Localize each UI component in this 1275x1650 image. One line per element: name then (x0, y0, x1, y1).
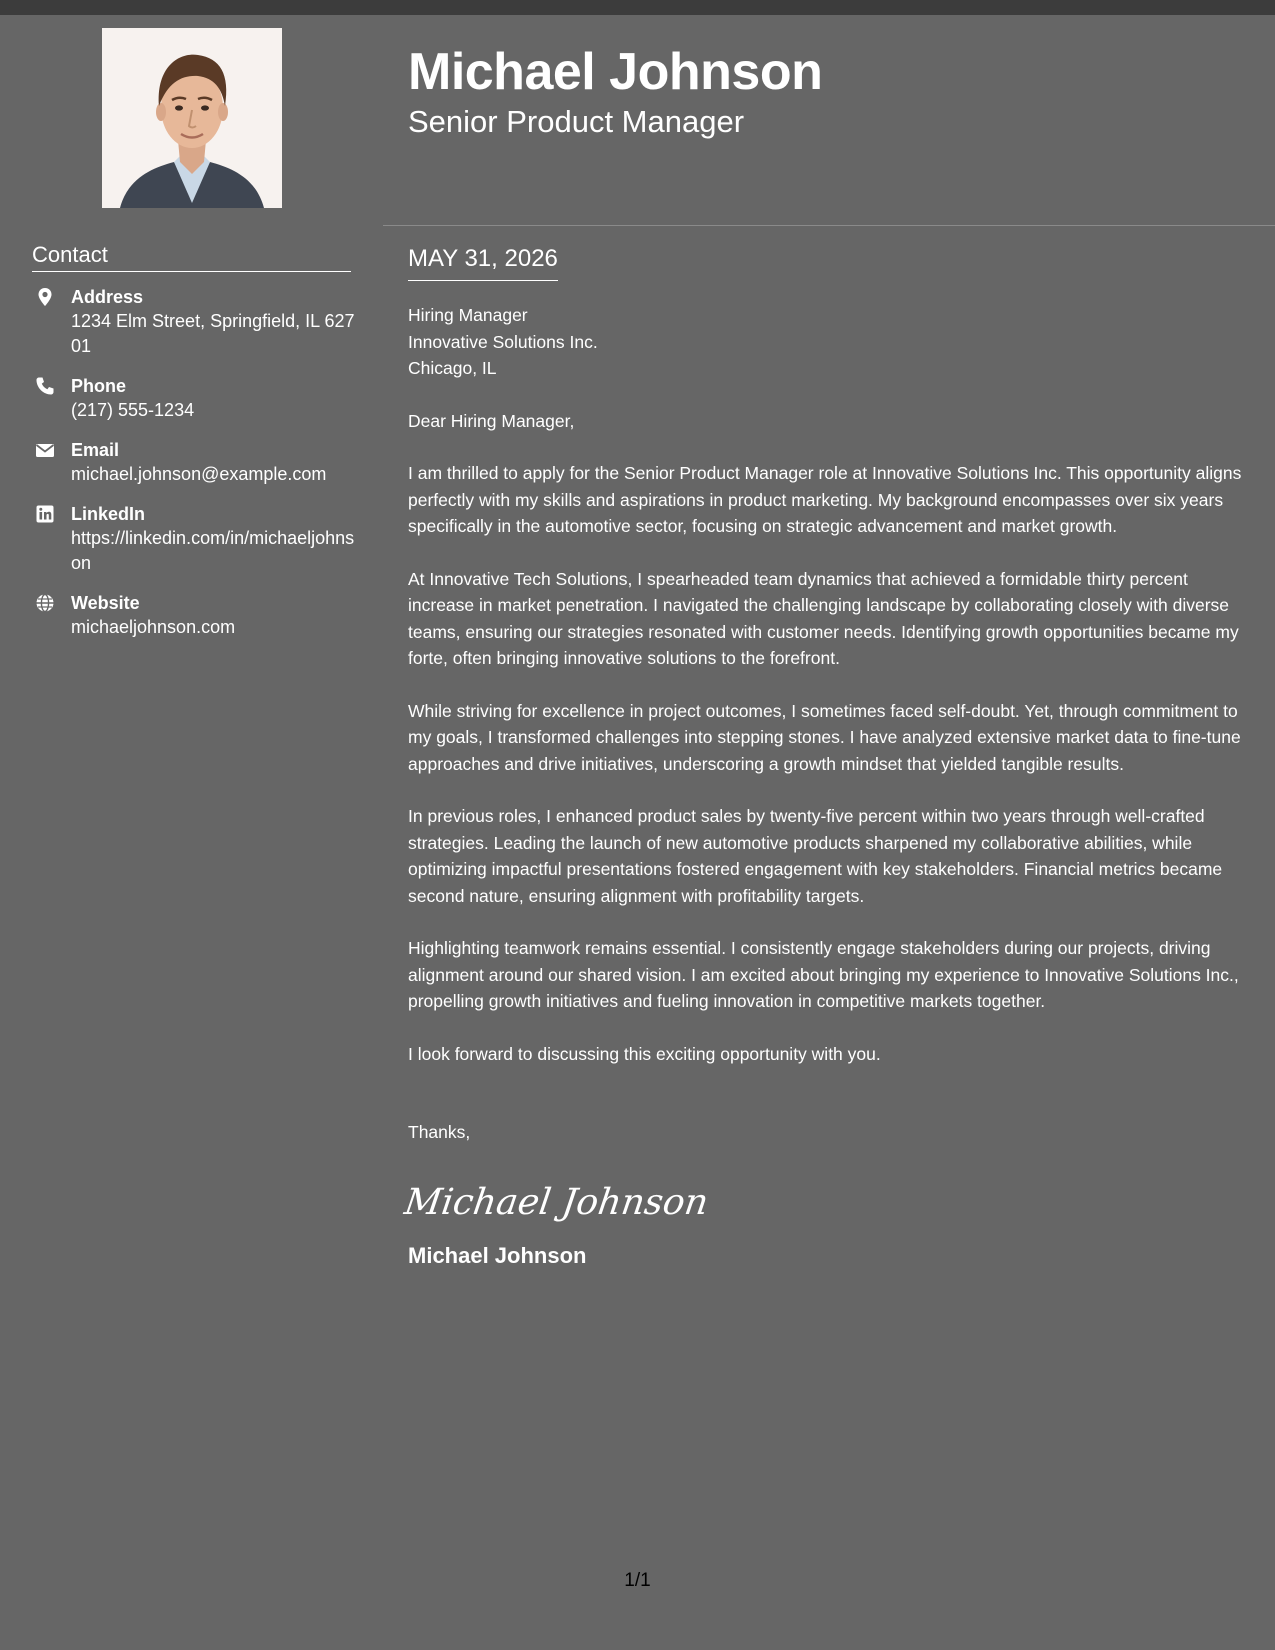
recipient-line: Chicago, IL (408, 358, 497, 378)
candidate-name: Michael Johnson (408, 43, 823, 101)
contact-label: Website (71, 593, 140, 613)
contact-heading: Contact (32, 242, 351, 272)
globe-icon (35, 593, 55, 613)
email-value[interactable]: michael.johnson@example.com (71, 464, 327, 484)
closing: Thanks, (408, 1122, 471, 1142)
contact-label: Phone (71, 376, 127, 396)
letter-date: MAY 31, 2026 (408, 244, 558, 281)
contact-item-website (32, 591, 357, 640)
salutation: Dear Hiring Manager, (408, 410, 575, 431)
website-value[interactable]: michaeljohnson.com (71, 617, 236, 637)
letter-paragraph: I am thrilled to apply for the Senior Product Manager role at Innovative Solutions Inc. This opportunity aligns perfectly with my skills and aspirations in product marketing. My background encompasses over six years specifically in the automotive sector, focusing on strategic advancement and market growth. (408, 463, 1242, 536)
recipient-line: Hiring Manager (408, 305, 528, 325)
location-pin-icon (35, 287, 55, 307)
recipient-line: Innovative Solutions Inc. (408, 331, 598, 352)
contact-label: Address (71, 287, 144, 307)
letter-paragraph: Highlighting teamwork remains essential. I consistently engage stakeholders during our projects, driving alignment around our shared vision. I am excited about bringing my experience to Innovative Solutions Inc., propelling growth initiatives and fueling innovation in competitive markets together. (408, 938, 1239, 1011)
letter-body (401, 302, 1256, 1270)
letter-paragraph: While striving for excellence in project outcomes, I sometimes faced self-doubt. Yet, through commitment to my goals, I transformed challenges into stepping stones. I have analyzed extensive market data to fine-tune approaches and drive initiatives, underscoring a growth mindset that yielded tangible results. (408, 700, 1241, 774)
signed-name: Michael Johnson (408, 1242, 587, 1268)
contact-item-phone (32, 374, 357, 423)
recipient-block (408, 302, 1256, 382)
linkedin-icon (35, 504, 55, 524)
svg-text:Michael Johnson: Michael Johnson (401, 1179, 712, 1223)
contact-list (32, 285, 357, 655)
contact-item-address (32, 285, 357, 359)
contact-item-linkedin (32, 502, 357, 576)
page-number: 1/1 (624, 1570, 651, 1591)
header-divider (383, 225, 1275, 226)
profile-photo (102, 28, 282, 208)
contact-label: Email (71, 440, 120, 460)
contact-label: LinkedIn (71, 504, 146, 524)
contact-item-email (32, 438, 357, 487)
letter-paragraph: I look forward to discussing this exciting opportunity with you. (408, 1043, 881, 1064)
phone-icon (35, 376, 55, 396)
phone-value: (217) 555-1234 (71, 400, 195, 420)
signature-image (401, 1166, 1256, 1230)
envelope-icon (35, 440, 55, 460)
top-bar (0, 0, 1275, 15)
letter-paragraph: In previous roles, I enhanced product sales by twenty-five percent within two years through well-crafted strategies. Leading the launch of new automotive products sharpened my collaborative abilities, while optimizing impactful presentations fostered engagement with key stakeholders. Financial metrics became second nature, ensuring alignment with profitability targets. (408, 806, 1223, 906)
address-value: 1234 Elm Street, Springfield, IL 62701 (71, 311, 355, 356)
job-title: Senior Product Manager (408, 104, 745, 139)
linkedin-value[interactable]: https://linkedin.com/in/michaeljohnson (71, 528, 355, 573)
letter-paragraph: At Innovative Tech Solutions, I spearheaded team dynamics that achieved a formidable thirty percent increase in market penetration. I navigated the challenging landscape by collaborating closely with diverse teams, ensuring our strategies resonated with customer needs. Identifying growth opportunities became my forte, often bringing innovative solutions to the forefront. (408, 568, 1239, 668)
